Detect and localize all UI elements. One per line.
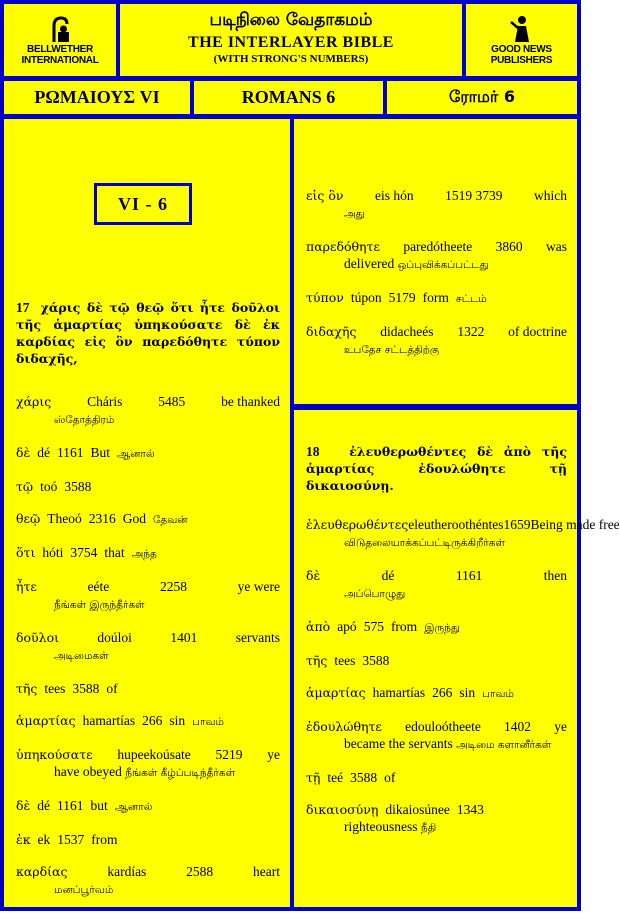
word-entry xyxy=(16,863,280,899)
word-tamil: ஒப்புவிக்கப்பட்டது xyxy=(397,259,489,271)
good-news-logo-line1: GOOD NEWS xyxy=(491,44,552,55)
word-english: from xyxy=(390,619,418,634)
word-strong-number: 5179 xyxy=(388,290,416,305)
word-greek: ἐδουλώθητε xyxy=(306,719,382,734)
word-tamil: சட்டம் xyxy=(455,293,487,305)
left-content xyxy=(16,299,280,914)
word-strong-number: 1161 xyxy=(455,568,483,583)
word-strong-number: 1659 xyxy=(503,517,531,532)
word-strong-number: 3588 xyxy=(350,770,378,785)
word-translit: hamartías xyxy=(372,685,426,700)
title-block xyxy=(120,4,462,76)
word-greek: τῷ xyxy=(16,479,34,494)
word-entry xyxy=(306,238,567,274)
right-bottom-entries xyxy=(306,516,620,837)
bellwether-logo-line1: BELLWETHER xyxy=(27,44,93,55)
word-tamil: அடிமைகள் xyxy=(54,650,109,662)
word-greek: τύπον xyxy=(306,290,344,305)
word-translit: Cháris xyxy=(87,394,123,409)
word-translit: apó xyxy=(337,619,357,634)
word-english: but xyxy=(90,798,108,813)
word-greek: δὲ xyxy=(16,798,31,813)
word-greek: ἦτε xyxy=(16,579,37,594)
word-entry xyxy=(306,618,567,637)
word-english: form xyxy=(422,290,449,305)
word-translit: hamartías xyxy=(82,713,136,728)
word-english: ye xyxy=(554,719,567,734)
word-entry xyxy=(16,478,280,495)
word-strong-number: 5485 xyxy=(158,394,186,409)
word-continuation xyxy=(16,595,280,614)
word-continuation xyxy=(306,584,567,603)
word-entry xyxy=(306,684,567,703)
word-strong-number: 2258 xyxy=(159,579,187,594)
bellwether-logo xyxy=(4,4,116,76)
right-top-content xyxy=(306,187,567,374)
word-greek: τῆς xyxy=(16,681,38,696)
word-strong-number: 2588 xyxy=(186,864,214,879)
word-strong-number: 3754 xyxy=(70,545,98,560)
word-translit: hóti xyxy=(42,545,64,560)
word-english: that xyxy=(104,545,125,560)
word-translit: dé xyxy=(37,445,50,460)
word-tamil: அந்த xyxy=(131,548,157,560)
right-top-entries xyxy=(306,187,567,359)
word-translit: paredótheete xyxy=(403,239,473,254)
right-bottom-content xyxy=(306,443,620,852)
word-english: servants xyxy=(235,630,280,645)
word-english: ye xyxy=(267,747,280,762)
word-entry xyxy=(306,516,620,552)
verse-18-number: 18 xyxy=(306,444,320,459)
word-greek: ὅτι xyxy=(16,545,36,560)
word-entry xyxy=(16,831,280,848)
word-english: sin xyxy=(169,713,186,728)
word-entry xyxy=(16,544,280,563)
word-entry xyxy=(16,578,280,614)
word-translit: eleutheroothéntes xyxy=(408,517,504,532)
word-translit: túpon xyxy=(350,290,382,305)
word-translit: eis hón xyxy=(374,188,414,203)
word-greek: ὑπηκούσατε xyxy=(16,747,93,762)
verse-17 xyxy=(16,299,280,367)
word-strong-number: 575 xyxy=(363,619,384,634)
word-entry xyxy=(306,567,567,603)
word-translit: doúloi xyxy=(97,630,132,645)
word-translit: ek xyxy=(37,832,51,847)
word-entry xyxy=(16,680,280,697)
word-entry xyxy=(16,444,280,463)
word-english: be thanked xyxy=(221,394,280,409)
word-greek: ἐλευθερωθέντες xyxy=(306,517,409,532)
word-continuation xyxy=(306,533,567,552)
word-greek: τῆς xyxy=(306,653,328,668)
word-tamil: நீங்கள் இருந்தீர்கள் xyxy=(54,599,145,611)
word-translit: eéte xyxy=(87,579,110,594)
word-english: of xyxy=(384,770,396,785)
word-tamil: நீங்கள் கீழ்ப்படிந்தீர்கள் xyxy=(125,767,236,779)
bellwether-logo-line2: INTERNATIONAL xyxy=(21,55,99,66)
book-tamil: ரோமர் 6 xyxy=(387,81,577,114)
verse-17-number: 17 xyxy=(16,300,30,315)
word-translit: dé xyxy=(37,798,50,813)
word-greek: δοῦλοι xyxy=(16,630,59,645)
shepherd-staff-icon xyxy=(45,14,75,44)
word-greek: ἁμαρτίας xyxy=(16,713,76,728)
word-english-cont: have obeyed xyxy=(54,764,122,779)
word-translit: Theoó xyxy=(47,511,82,526)
word-strong-number: 1343 xyxy=(456,802,484,817)
word-translit: didacheés xyxy=(380,324,434,339)
word-greek: διδαχῆς xyxy=(306,324,357,339)
word-greek: εἰς ὃν xyxy=(306,188,344,203)
title-tamil: படிநிலை வேதாகமம் xyxy=(209,10,373,30)
verse-18-text: ἐλευθερωθέντες δὲ ἀπὸ τῆς ἁμαρτίας ἐδουλώθητε τῇ δικαιοσύνῃ. xyxy=(306,444,567,493)
word-greek: παρεδόθητε xyxy=(306,239,380,254)
word-strong-number: 1161 xyxy=(56,798,84,813)
word-continuation xyxy=(306,735,567,754)
word-tamil: விடுதலையாக்கப்பட்டிருக்கிறீர்கள் xyxy=(344,537,505,549)
word-greek: δὲ xyxy=(16,445,31,460)
word-entry xyxy=(16,629,280,665)
word-translit: toó xyxy=(40,479,58,494)
word-entry xyxy=(16,797,280,816)
word-english: from xyxy=(91,832,118,847)
word-entry xyxy=(306,652,567,669)
word-english: sin xyxy=(459,685,476,700)
book-english: ROMANS 6 xyxy=(194,81,383,114)
word-english: heart xyxy=(253,864,280,879)
word-strong-number: 3588 xyxy=(72,681,100,696)
word-continuation xyxy=(306,204,567,223)
word-translit: tees xyxy=(334,653,356,668)
word-greek: χάρις xyxy=(16,394,52,409)
word-translit: dé xyxy=(381,568,395,583)
word-greek: δικαιοσύνῃ xyxy=(306,802,379,817)
word-greek: τῇ xyxy=(306,770,321,785)
word-strong-number: 266 xyxy=(432,685,453,700)
word-translit: dikaiosúnee xyxy=(385,802,450,817)
word-english: ye were xyxy=(237,579,280,594)
word-translit: hupeekoúsate xyxy=(117,747,191,762)
word-entry xyxy=(16,712,280,731)
word-strong-number: 3588 xyxy=(64,479,92,494)
word-tamil: தேவன் xyxy=(152,514,188,526)
word-strong-number: 266 xyxy=(142,713,163,728)
figure-icon xyxy=(507,14,537,44)
word-strong-number: 1537 xyxy=(57,832,85,847)
word-entry xyxy=(306,323,567,359)
word-strong-number: 5219 xyxy=(215,747,243,762)
chapter-label: VI - 6 xyxy=(94,183,192,225)
word-tamil: ஸ்தோத்திரம் xyxy=(54,414,115,426)
word-translit: edouloótheete xyxy=(405,719,481,734)
word-english: which xyxy=(533,188,567,203)
right-top-column xyxy=(294,119,577,404)
word-entry xyxy=(16,393,280,429)
word-tamil: மனப்பூர்வம் xyxy=(54,884,114,896)
word-greek: ἐκ xyxy=(16,832,31,847)
word-english: But xyxy=(90,445,110,460)
word-entry xyxy=(16,746,280,782)
word-strong-number: 2316 xyxy=(88,511,116,526)
word-english-cont: righteousness xyxy=(344,819,418,834)
verse-17-text: χάρις δὲ τῷ θεῷ ὅτι ἦτε δοῦλοι τῆς ἁμαρτίας ὑπηκούσατε δὲ ἐκ καρδίας εἰς ὃν παρεδόθητε τύπον διδαχῆς, xyxy=(16,300,281,366)
word-translit: tees xyxy=(44,681,66,696)
word-english: of xyxy=(106,681,118,696)
word-tamil: உபதேச சட்டத்திற்கு xyxy=(344,344,440,356)
title-english: THE INTERLAYER BIBLE xyxy=(188,34,394,51)
left-column xyxy=(4,119,290,907)
good-news-logo xyxy=(466,4,577,76)
word-translit: teé xyxy=(327,770,344,785)
word-continuation xyxy=(306,255,567,274)
word-english: God xyxy=(122,511,146,526)
word-tamil: அது xyxy=(344,208,365,220)
word-tamil: நீதி xyxy=(420,822,437,834)
word-strong-number: 1402 xyxy=(504,719,532,734)
word-tamil: ஆனால் xyxy=(117,448,155,460)
title-subtitle: (WITH STRONG'S NUMBERS) xyxy=(213,53,369,65)
word-continuation xyxy=(306,818,567,837)
word-continuation xyxy=(16,646,280,665)
word-entry xyxy=(16,510,280,529)
word-entry xyxy=(306,289,567,308)
word-strong-number: 1161 xyxy=(56,445,84,460)
word-greek: δὲ xyxy=(306,568,321,583)
word-strong-number: 1519 3739 xyxy=(445,188,503,203)
word-tamil: இருந்து xyxy=(424,622,460,634)
word-english: was xyxy=(546,239,567,254)
word-english-cont: became the servants xyxy=(344,736,453,751)
word-english: of doctrine xyxy=(508,324,567,339)
word-strong-number: 3860 xyxy=(495,239,523,254)
word-tamil: பாவம் xyxy=(482,688,514,700)
word-greek: ἁμαρτίας xyxy=(306,685,366,700)
good-news-logo-line2: PUBLISHERS xyxy=(490,55,553,66)
word-continuation xyxy=(306,340,567,359)
word-tamil: அடிமை களானீர்கள் xyxy=(456,739,552,751)
word-entry xyxy=(306,187,567,223)
word-strong-number: 1401 xyxy=(170,630,198,645)
book-greek: ΡΩΜΑΙΟΥΣ VI xyxy=(4,81,190,114)
word-continuation xyxy=(16,410,280,429)
right-bottom-column xyxy=(294,410,620,907)
word-entry xyxy=(306,801,567,837)
word-continuation xyxy=(16,763,280,782)
word-english-cont: delivered xyxy=(344,256,395,271)
word-entry xyxy=(306,718,567,754)
word-english: then xyxy=(543,568,567,583)
word-strong-number: 3588 xyxy=(362,653,390,668)
word-tamil: ஆனால் xyxy=(114,801,153,813)
word-english: Being made free xyxy=(530,517,620,532)
word-greek: θεῷ xyxy=(16,511,41,526)
word-greek: ἀπὸ xyxy=(306,619,331,634)
word-tamil: பாவம் xyxy=(192,716,224,728)
word-translit: kardías xyxy=(107,864,147,879)
word-continuation xyxy=(16,880,280,899)
verse-18 xyxy=(306,443,567,494)
word-strong-number: 1322 xyxy=(457,324,485,339)
word-greek: καρδίας xyxy=(16,864,68,879)
left-entries xyxy=(16,393,280,899)
word-tamil: அப்பொழுது xyxy=(344,588,406,600)
word-entry xyxy=(306,769,567,786)
